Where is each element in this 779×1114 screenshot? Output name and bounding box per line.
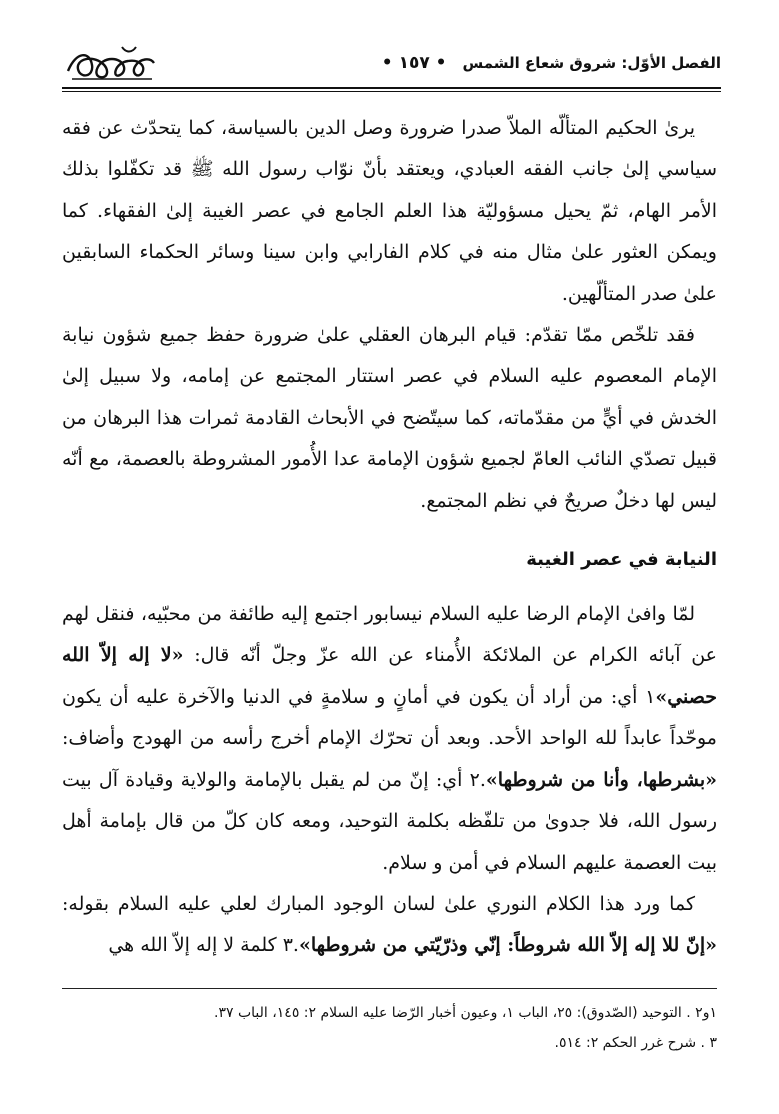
hadith-quote-3: «إنّ للا إله إلاّ الله شروطاً: إنّي وذرّيّتي من شروطها» bbox=[298, 934, 717, 957]
hadith-quote-1: «لا إله إلاّ الله حصني» bbox=[62, 644, 717, 708]
header-rule-thin bbox=[62, 91, 721, 92]
paragraph-4-text-a: كما ورد هذا الكلام النوري علىٰ لسان الوجود المبارك لعلي عليه السلام بقوله: bbox=[62, 892, 695, 915]
paragraph-4 bbox=[62, 884, 717, 967]
paragraph-3-text-a: لمّا وافىٰ الإمام الرضا عليه السلام نيسابور اجتمع إليه طائفة من محبّيه، فنقل لهم عن آبائه الكرام عن الملائكة الأُمناء عن الله عزّ وجلّ أنّه قال: bbox=[62, 603, 718, 667]
page-header bbox=[62, 38, 721, 88]
paragraph-3 bbox=[62, 594, 717, 884]
calligraphy-ornament-icon bbox=[62, 41, 158, 85]
paragraph-3-text-c: .٢ أي: إنّ من لم يقبل بالإمامة والولاية وقيادة آل بيت رسول الله، فلا جدوىٰ من تلفّظه بكلمة التوحيد، ومعه كان كلّ من قال بإمامة أهل بيت العصمة عليهم السلام في أمن و سلام. bbox=[62, 768, 717, 874]
section-title: النيابة في عصر الغيبة bbox=[526, 549, 717, 571]
paragraph-3-text-b: ١ أي: من أراد أن يكون في أمانٍ و سلامةٍ في الدنيا والآخرة عليه أن يكون موحّداً عابداً لله الواحد الأحد. وبعد أن تحرّك الإمام أخرج رأسه من الهودج وأضاف: bbox=[62, 685, 717, 750]
main-text bbox=[62, 108, 717, 967]
chapter-title: الفصل الأوّل: شروق شعاع الشمس bbox=[462, 54, 721, 72]
paragraph-1: يرىٰ الحكيم المتألّه الملاّ صدرا ضرورة وصل الدين بالسياسة، كما يتحدّث عن فقه سياسي إلىٰ جانب الفقه العبادي، ويعتقد بأنّ نوّاب رسول الله ﷺ قد تكفّلوا بذلك الأمر الهام، ثمّ يحيل مسؤوليّة هذا العلم الجامع في عصر الغيبة إلىٰ الفقهاء. كما ويمكن العثور علىٰ مثال منه في كلام الفارابي وابن سينا وسائر الحكماء السابقين علىٰ صدر المتألّهين. bbox=[62, 117, 717, 305]
paragraph-2: فقد تلخّص ممّا تقدّم: قيام البرهان العقلي علىٰ ضرورة حفظ جميع شؤون نيابة الإمام المعصوم عليه السلام في عصر استتار المجتمع عن إمامه، ولا سبيل إلىٰ الخدش في أيٍّ من مقدّماته، كما سيتّضح في الأبحاث القادمة ثمرات هذا البرهان من قبيل تصدّي النائب العامّ لجميع شؤون الإمامة عدا الأُمور المشروطة بالعصمة، مع أنّه ليس لها دخلٌ صريحٌ في نظم المجتمع. bbox=[62, 324, 717, 512]
hadith-quote-2: «بشرطها، وأنا من شروطها» bbox=[485, 768, 717, 791]
paragraph-4-text-b: .٣ كلمة لا إله إلاّ الله هي bbox=[108, 934, 299, 957]
header-rule bbox=[62, 87, 721, 89]
footnotes bbox=[62, 998, 717, 1058]
footnote-2: ٣ . شرح غرر الحكم ٢: ٥١٤. bbox=[554, 1035, 717, 1051]
footnote-rule bbox=[62, 988, 717, 989]
page-number: • ١٥٧ • bbox=[381, 53, 447, 73]
footnote-1: ١و٢ . التوحيد (الصّدوق): ٢٥، الباب ١، وعيون أخبار الرّضا عليه السلام ٢: ١٤٥، الباب ٣٧. bbox=[214, 1005, 717, 1021]
